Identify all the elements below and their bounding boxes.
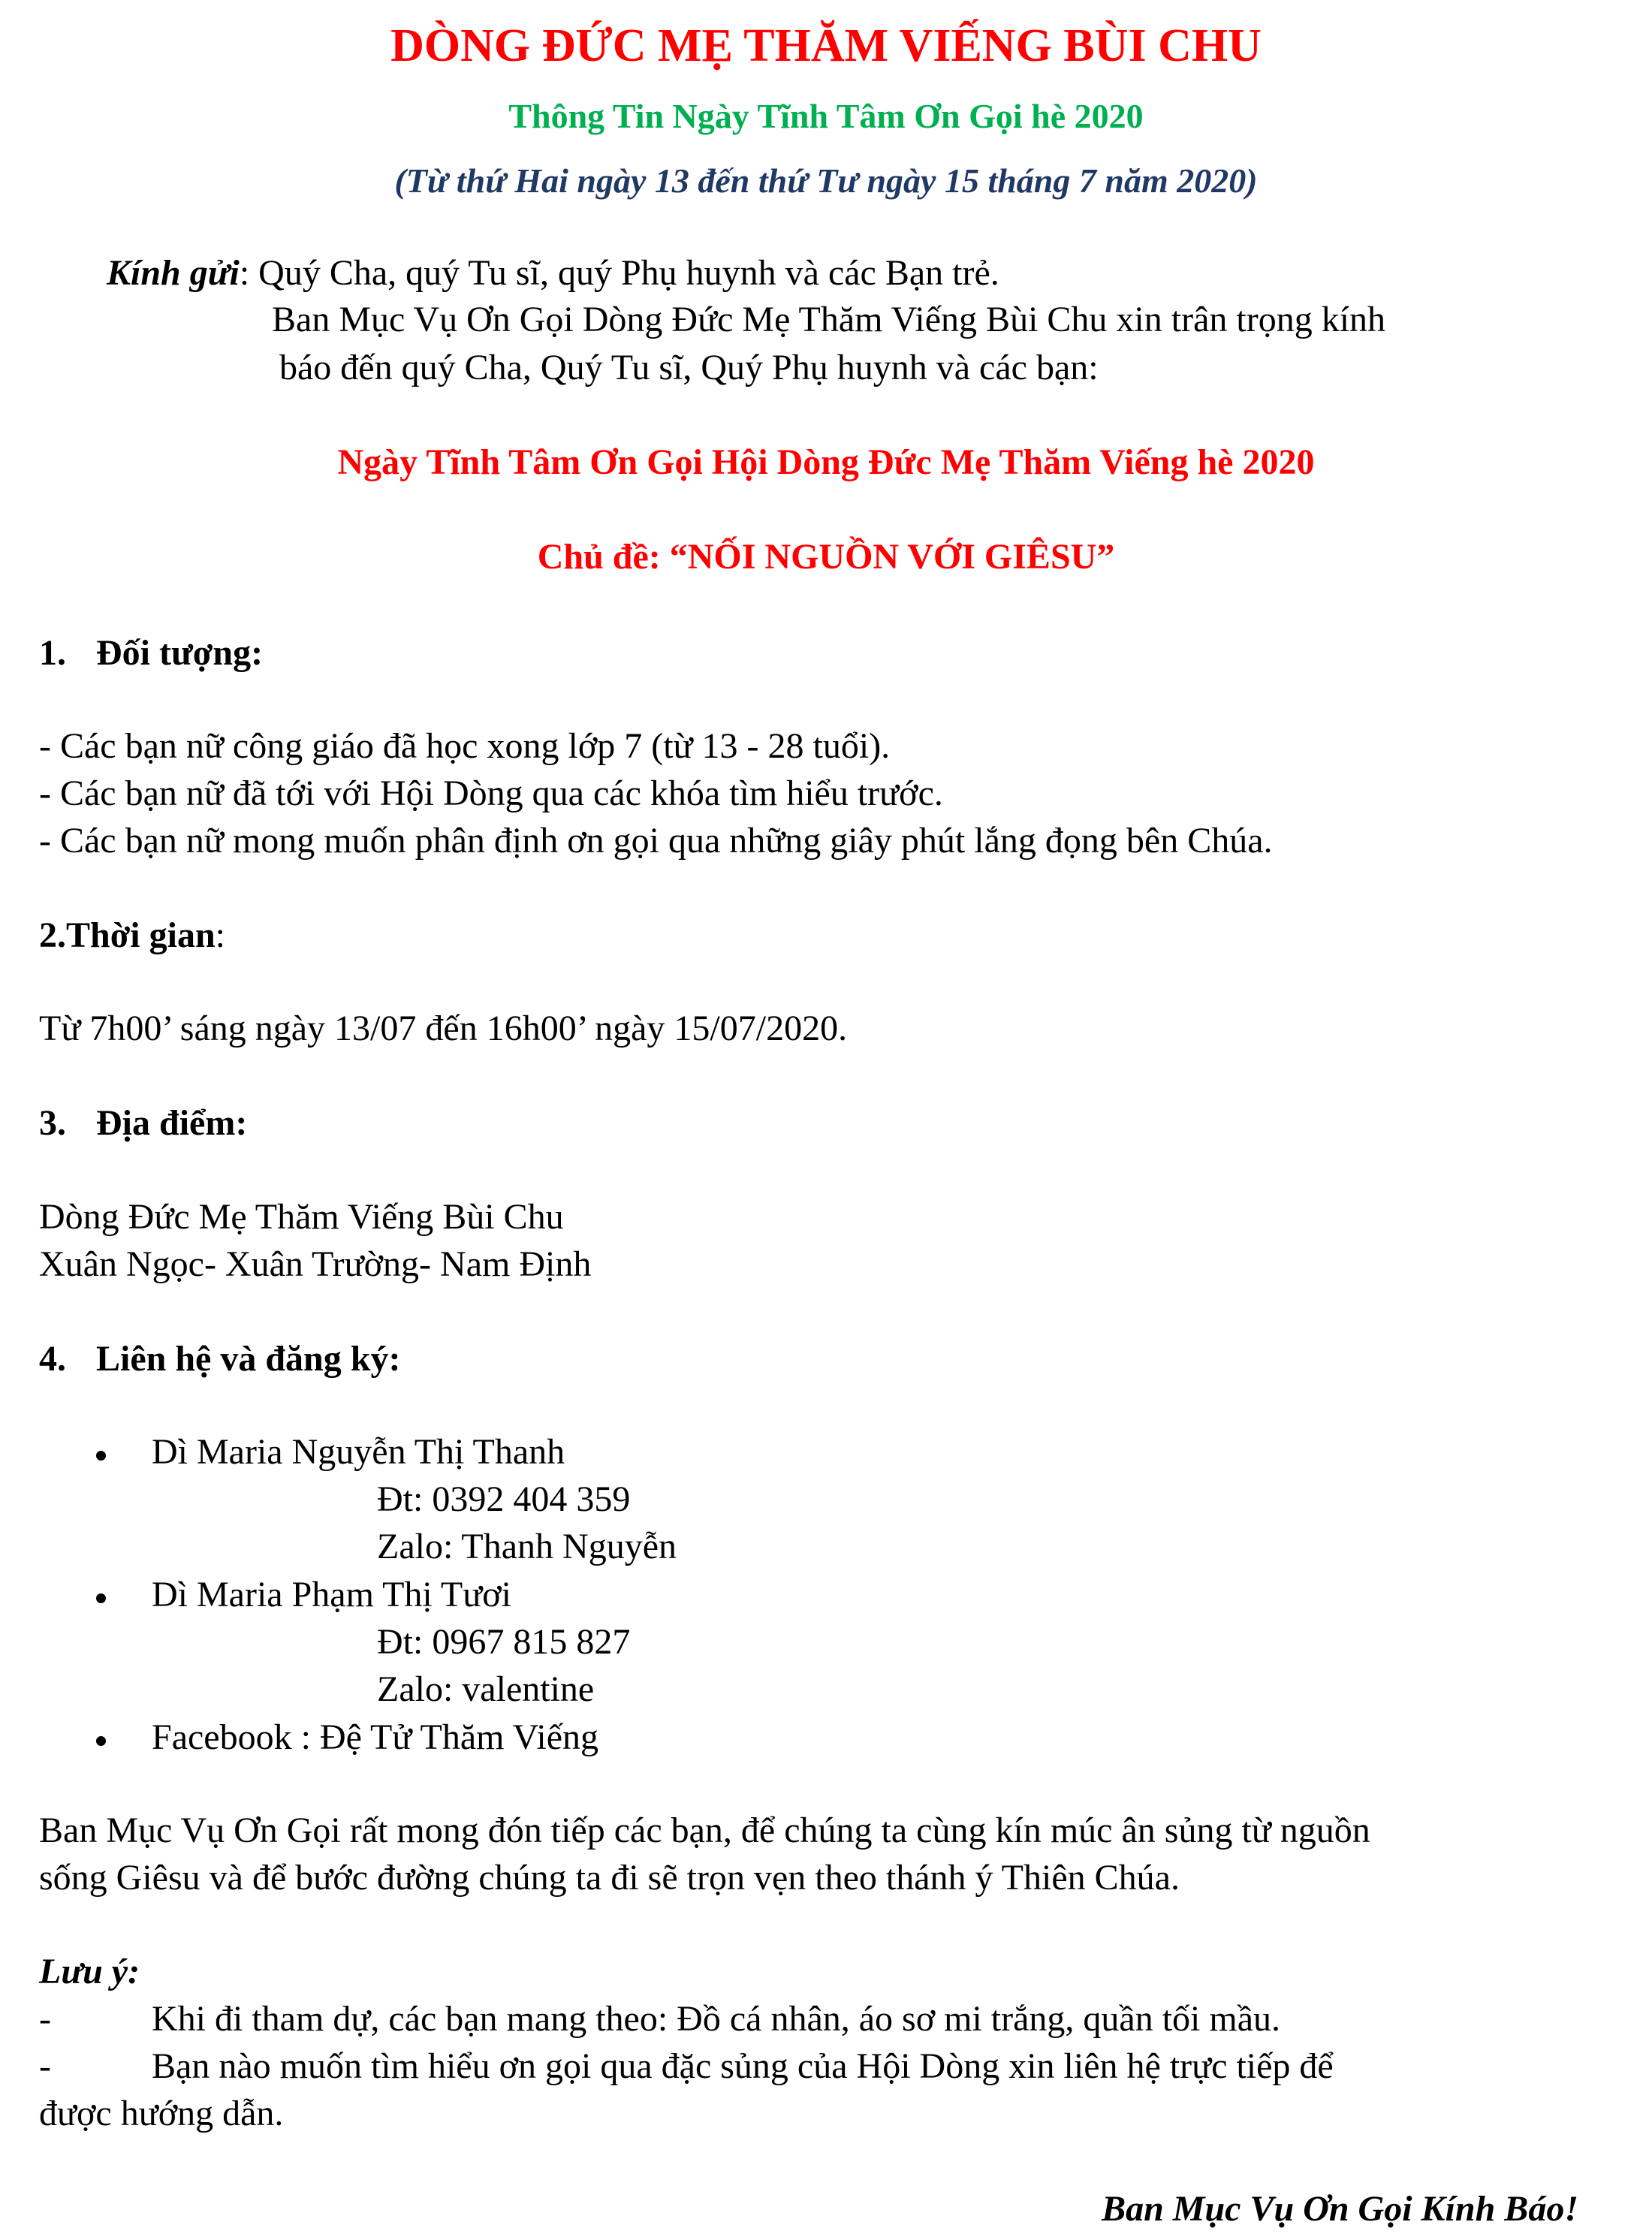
section1-item: - Các bạn nữ đã tới với Hội Dòng qua các khóa tìm hiểu trước. bbox=[39, 773, 943, 813]
section1-number: 1. bbox=[39, 633, 66, 673]
section1-item: - Các bạn nữ công giáo đã học xong lớp 7 (từ 13 - 28 tuổi). bbox=[39, 726, 891, 766]
bullet-icon bbox=[96, 1736, 106, 1746]
bullet-icon bbox=[96, 1451, 106, 1461]
note-item-1: Khi đi tham dự, các bạn mang theo: Đồ cá nhân, áo sơ mi trắng, quần tối mầu. bbox=[152, 1999, 1281, 2039]
greeting-recipients: : Quý Cha, quý Tu sĩ, quý Phụ huynh và các Bạn trẻ. bbox=[239, 253, 999, 293]
document-dates: (Từ thứ Hai ngày 13 đến thứ Tư ngày 15 tháng 7 năm 2020) bbox=[394, 161, 1258, 200]
note-item-2-cont: được hướng dẫn. bbox=[39, 2094, 284, 2133]
section2-heading: 2.Thời gian bbox=[39, 915, 216, 955]
document-subtitle: Thông Tin Ngày Tĩnh Tâm Ơn Gọi hè 2020 bbox=[508, 97, 1144, 135]
section2-colon: : bbox=[215, 915, 225, 955]
section3-number: 3. bbox=[39, 1103, 66, 1143]
contact2-phone: Đt: 0967 815 827 bbox=[377, 1622, 631, 1662]
closing-line-2: sống Giêsu và để bước đường chúng ta đi sẽ trọn vẹn theo thánh ý Thiên Chúa. bbox=[39, 1858, 1180, 1898]
contact1-name: Dì Maria Nguyễn Thị Thanh bbox=[152, 1432, 565, 1472]
contact1-phone: Đt: 0392 404 359 bbox=[377, 1479, 631, 1519]
event-title: Ngày Tĩnh Tâm Ơn Gọi Hội Dòng Đức Mẹ Thăm Viếng hè 2020 bbox=[337, 442, 1315, 482]
note-label: Lưu ý: bbox=[39, 1952, 140, 1991]
signature: Ban Mục Vụ Ơn Gọi Kính Báo! bbox=[1102, 2189, 1578, 2229]
greeting-line-3: báo đến quý Cha, Quý Tu sĩ, Quý Phụ huynh và các bạn: bbox=[279, 348, 1099, 387]
note-dash: - bbox=[39, 1999, 51, 2039]
contact2-name: Dì Maria Phạm Thị Tươi bbox=[152, 1575, 511, 1614]
contact2-zalo: Zalo: valentine bbox=[377, 1669, 595, 1709]
document-title: DÒNG ĐỨC MẸ THĂM VIẾNG BÙI CHU bbox=[390, 20, 1262, 71]
section1-item: - Các bạn nữ mong muốn phân định ơn gọi qua những giây phút lắng đọng bên Chúa. bbox=[39, 821, 1273, 861]
bullet-icon bbox=[96, 1593, 106, 1603]
closing-line-1: Ban Mục Vụ Ơn Gọi rất mong đón tiếp các bạn, để chúng ta cùng kín múc ân sủng từ nguồn bbox=[39, 1810, 1370, 1850]
note-dash: - bbox=[39, 2046, 51, 2086]
section1-heading: Đối tượng: bbox=[96, 633, 264, 673]
section2-heading-line bbox=[39, 915, 225, 955]
greeting-line bbox=[107, 255, 999, 291]
section3-line-2: Xuân Ngọc- Xuân Trường- Nam Định bbox=[39, 1244, 592, 1284]
greeting-line-2: Ban Mục Vụ Ơn Gọi Dòng Đức Mẹ Thăm Viếng Bùi Chu xin trân trọng kính bbox=[272, 300, 1386, 339]
theme-label: Chủ đề bbox=[537, 537, 649, 577]
section4-number: 4. bbox=[39, 1339, 66, 1379]
section3-heading: Địa điểm: bbox=[96, 1103, 248, 1143]
note-item-2: Bạn nào muốn tìm hiểu ơn gọi qua đặc sủng của Hội Dòng xin liên hệ trực tiếp để bbox=[152, 2046, 1334, 2086]
facebook-contact: Facebook : Đệ Tử Thăm Viếng bbox=[152, 1717, 599, 1757]
event-theme bbox=[0, 539, 1652, 575]
greeting-label: Kính gửi bbox=[107, 253, 240, 293]
theme-value: : “NỐI NGUỒN VỚI GIÊSU” bbox=[648, 537, 1115, 577]
section3-line-1: Dòng Đức Mẹ Thăm Viếng Bùi Chu bbox=[39, 1197, 564, 1237]
section2-text: Từ 7h00’ sáng ngày 13/07 đến 16h00’ ngày 15/07/2020. bbox=[39, 1008, 848, 1048]
section4-heading: Liên hệ và đăng ký: bbox=[96, 1339, 401, 1379]
contact1-zalo: Zalo: Thanh Nguyễn bbox=[377, 1527, 677, 1566]
